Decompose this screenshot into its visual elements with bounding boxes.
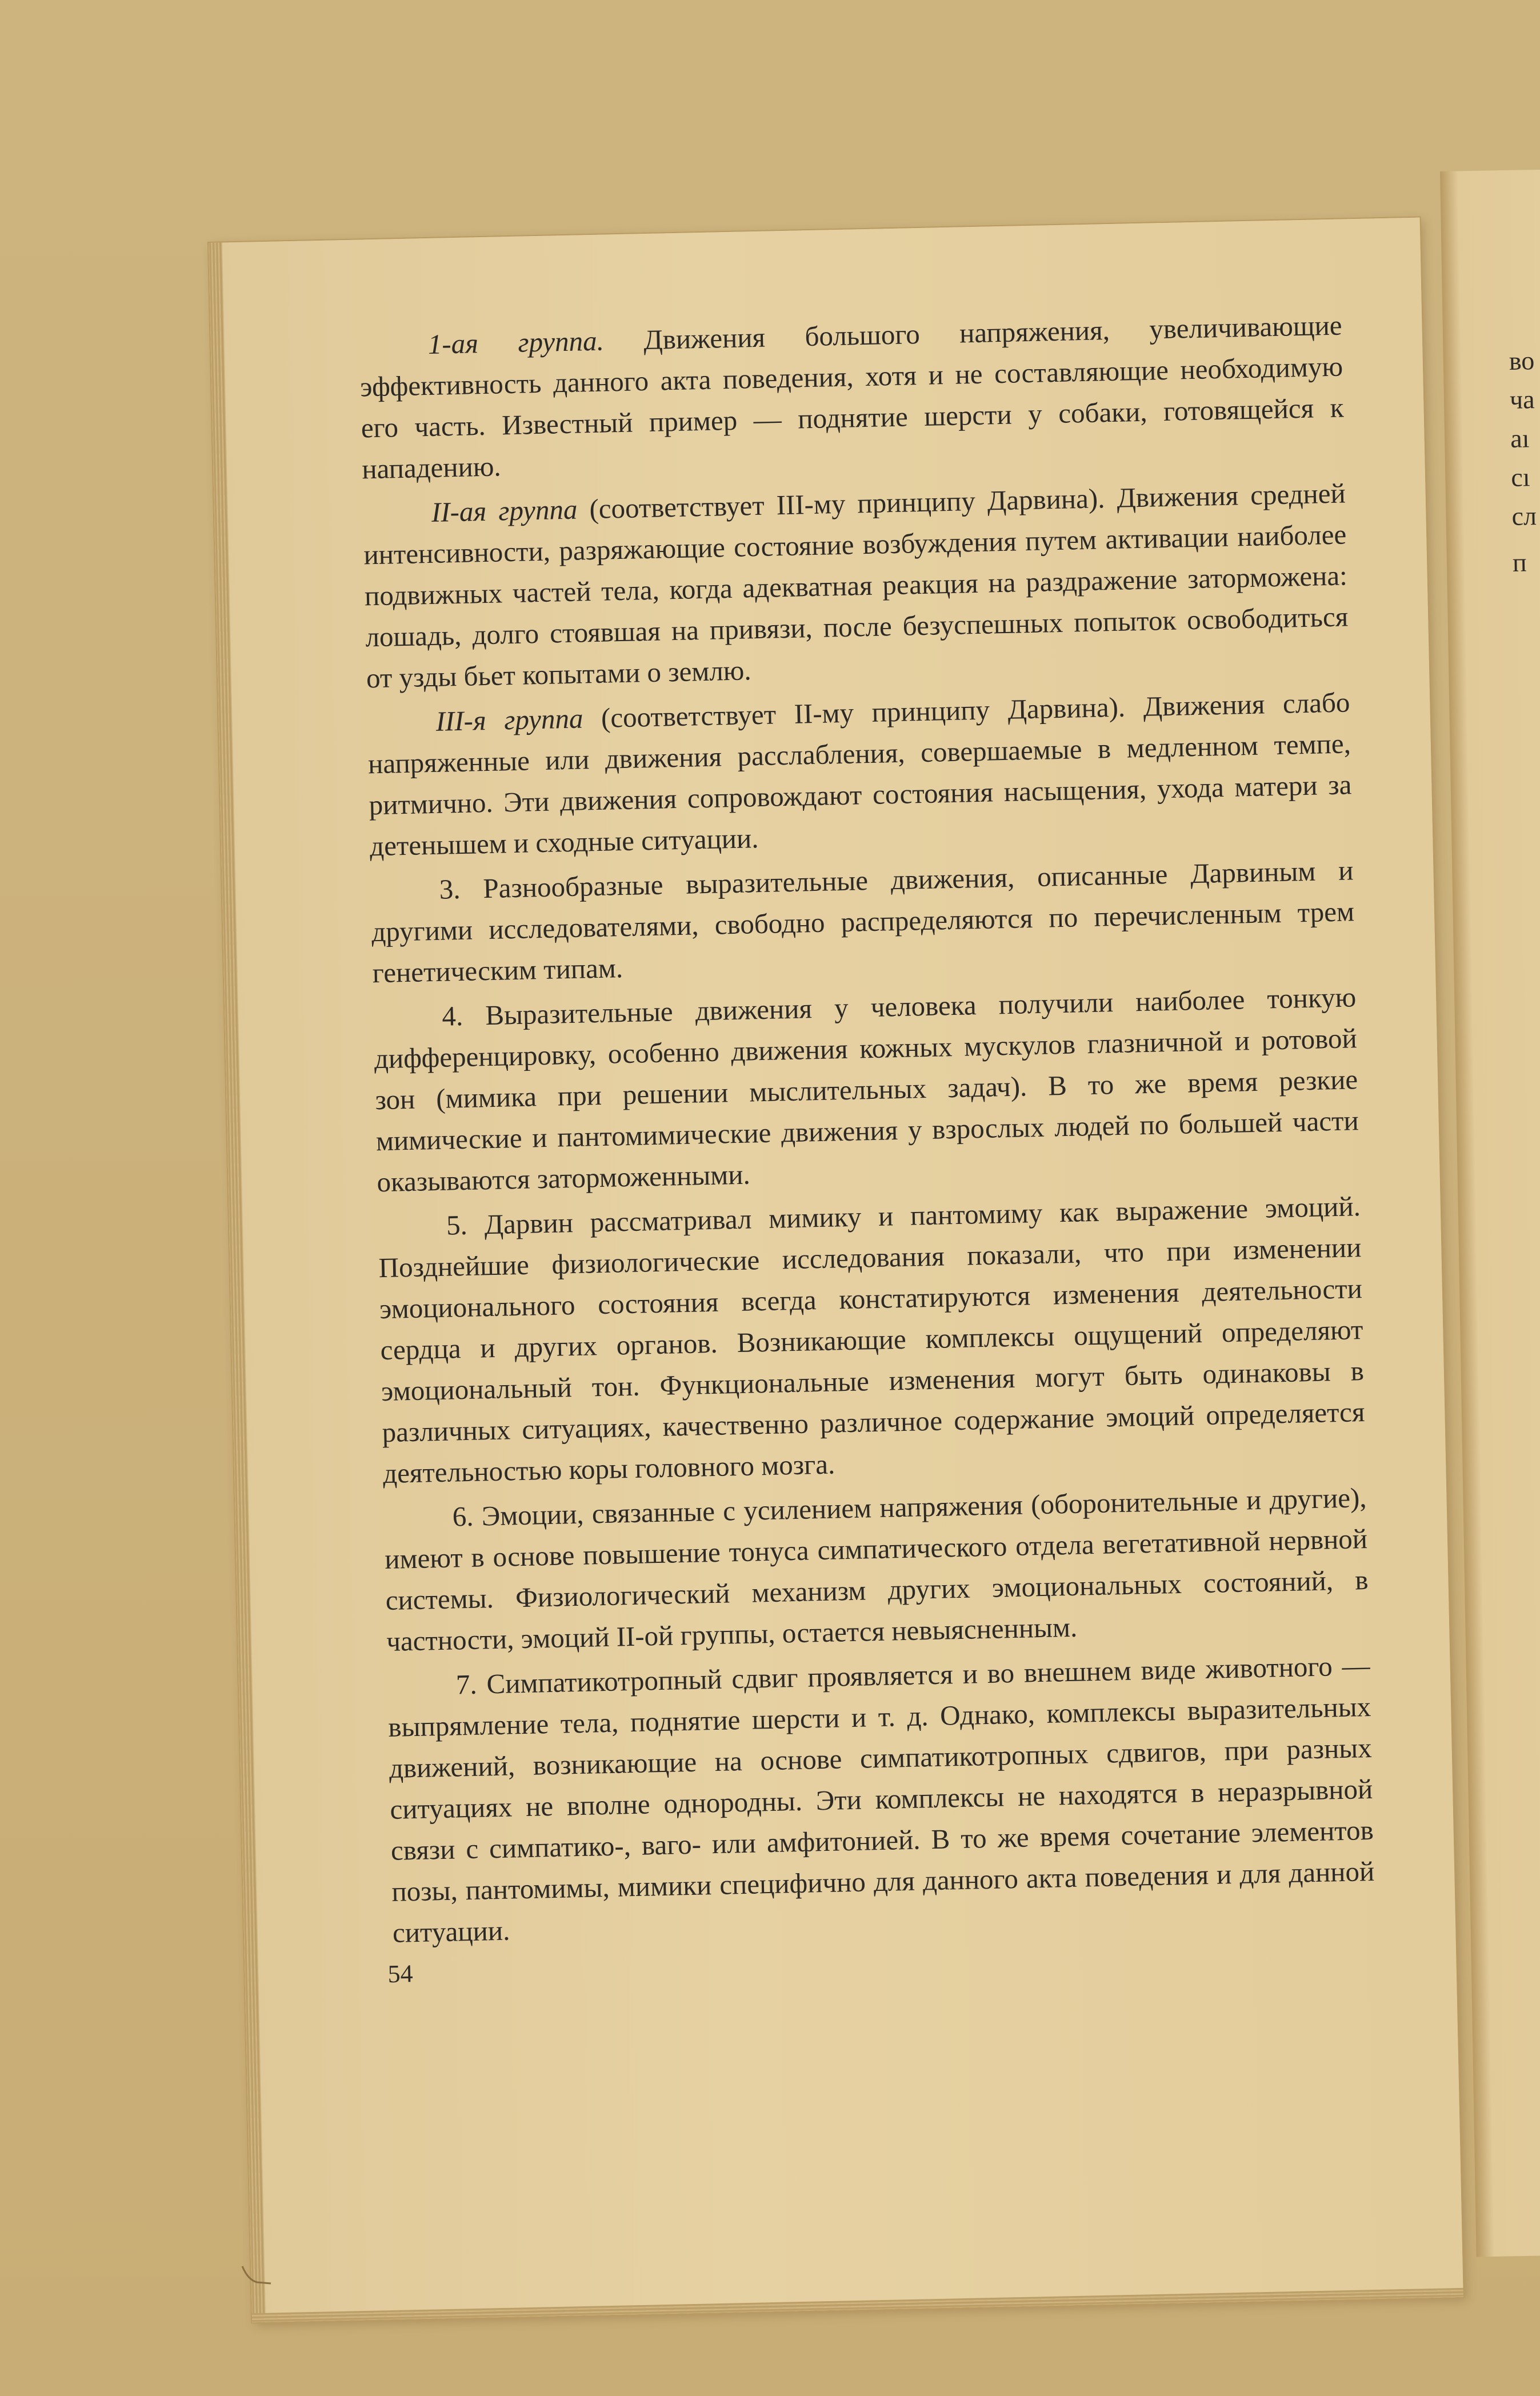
page-number: 54 (387, 1959, 414, 1989)
paragraph-lead: 1-ая группа. (427, 325, 605, 360)
paragraph (373, 977, 1360, 1203)
adjacent-line: сл (1511, 501, 1537, 531)
adjacent-page-fragments (1509, 341, 1537, 536)
paragraph-lead: II-ая группа (431, 493, 578, 528)
paragraph-text: 7. Симпатикотропный сдвиг проявляется и во внешнем виде животного — выпрямление тела, поднятие шерсти и т. д. Однако, комплексы выразительных движений, возникающие на основе симпатикотропных сдвигов, при разных ситуациях не вполне однородны. Эти комплексы не находятся в неразрывной связи с симпатико-, ваго- или амфитонией. В то же время сочетание элементов позы, пантомимы, мимики специфично для данного акта поведения и для данной ситуации. (387, 1649, 1375, 1949)
paragraph (387, 1645, 1375, 1954)
page-body (359, 305, 1375, 1957)
paragraph-text: Движения большого напряжения, увеличивающие эффективность данного акта поведения, хотя и не составляющие необходимую его часть. Известный пример — поднятие шерсти у собаки, готовящейся к нападению. (359, 309, 1345, 485)
page-corner-mark (240, 2263, 274, 2286)
paragraph (362, 473, 1349, 699)
paragraph-text: 6. Эмоции, связанные с усилением напряжения (оборонительные и другие), имеют в основе повышение тонуса симпатического отдела вегетативной нервной системы. Физиологический механизм других эмоциональных состояний, в частности, эмоций II-ой группы, остается невыясненным. (384, 1482, 1369, 1658)
paragraph-text: 4. Выразительные движения у человека получили наиболее тонкую дифференцировку, особенно движения кожных мускулов глазничной и ротовой зон (мимика при решении мыслительных задач). В то же время резкие мимические и пантомимические движения у взрослых людей по большей части оказываются заторможенными. (374, 981, 1359, 1198)
page-edge (252, 2288, 1463, 2322)
book-page (209, 218, 1463, 2323)
adjacent-line: во (1509, 346, 1535, 375)
paragraph (359, 305, 1345, 490)
paragraph (370, 850, 1355, 994)
adjacent-line: ча (1509, 385, 1535, 414)
page-edge (209, 242, 266, 2322)
paragraph (367, 682, 1353, 867)
paragraph-text: (соответствует II-му принципу Дарвина). Движения слабо напряженные или движения расслабления, совершаемые в медленном темпе, ритмично. Эти движения сопровождают состояния насыщения, ухода матери за детенышем и сходные ситуации. (367, 686, 1352, 862)
adjacent-line: сı (1510, 462, 1531, 492)
paragraph-lead: III-я группа (435, 702, 584, 737)
paragraph-text: 5. Дарвин рассматривал мимику и пантомиму как выражение эмоций. Позднейшие физиологические исследования показали, что при изменении эмоционального состояния всегда констатируются изменения деятельности сердца и других органов. Возникающие комплексы ощущений определяют эмоциональный тон. Функциональные изменения могут быть одинаковы в различных ситуациях, качественно различное содержание эмоций определяется деятельностью коры головного мозга. (378, 1190, 1365, 1490)
paragraph (377, 1186, 1366, 1494)
adjacent-line: п (1512, 547, 1527, 577)
paragraph (383, 1477, 1370, 1662)
paragraph-text: (соответствует III-му принципу Дарвина). Движения средней интенсивности, разряжающие состояние возбуждения путем активации наиболее подвижных частей тела, когда адекватная реакция на раздражение заторможена: лошадь, долго стоявшая на привязи, после безуспешных попыток освободиться от узды бьет копытами о землю. (363, 477, 1349, 694)
paragraph-text: 3. Разнообразные выразительные движения, описанные Дарвиным и другими исследователями, свободно распределяются по перечисленным трем генетическим типам. (371, 854, 1355, 989)
adjacent-line: аı (1510, 423, 1530, 453)
